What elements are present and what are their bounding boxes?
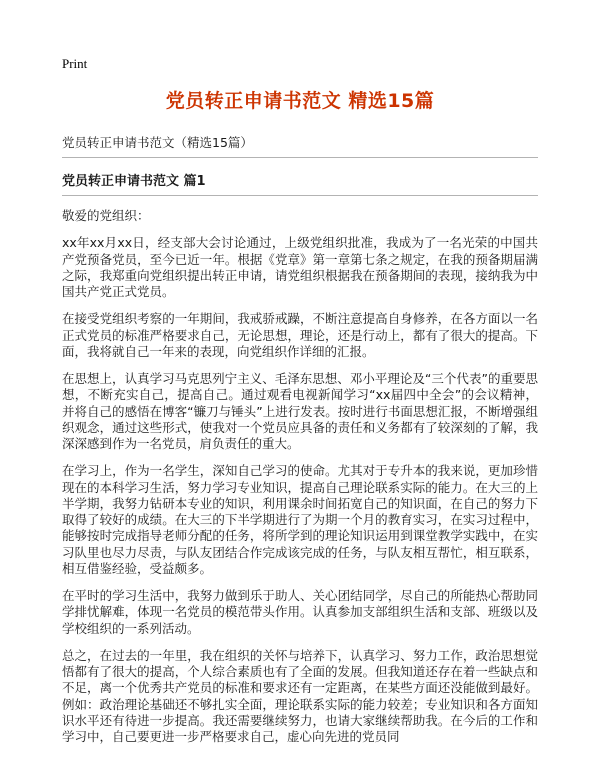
document-body <box>62 208 538 745</box>
paragraph-2: 在接受党组织考察的一年期间，我戒骄戒躁，不断注意提高自身修养，在各方面以一名正式党员的标准严格要求自己，无论思想，理论，还是行动上，都有了很大的提高。下面，我将就自己一年来的表现，向党组织作详细的汇报。 <box>62 311 538 359</box>
document-subtitle: 党员转正申请书范文（精选15篇） <box>62 135 253 150</box>
salutation: 敬爱的党组织： <box>62 208 150 223</box>
paragraph-5: 在平时的学习生活中，我努力做到乐于助人、关心团结同学，尽自己的所能热心帮助同学排忧解难，体现一名党员的模范带头作用。认真参加支部组织生活和支部、班级以及学校组织的一系列活动。 <box>62 588 538 636</box>
print-link[interactable]: Print <box>62 56 88 71</box>
paragraph-1: xx年xx月xx日，经支部大会讨论通过，上级党组织批准，我成为了一名光荣的中国共产党预备党员，至今已近一年。根据《党章》第一章第七条之规定，在我的预备期届满之际，我郑重向党组织提出转正申请，请党组织根据我在预备期间的表现，接纳我为中国共产党正式党员。 <box>62 235 538 299</box>
page-title: 党员转正申请书范文 精选15篇 <box>165 90 435 112</box>
divider-under-subtitle <box>62 157 538 158</box>
section-heading: 党员转正申请书范文 篇1 <box>62 174 206 189</box>
paragraph-6: 总之，在过去的一年里，我在组织的关怀与培养下，认真学习、努力工作，政治思想觉悟都有了很大的提高，个人综合素质也有了全面的发展。但我知道还存在着一些缺点和不足，离一个优秀共产党员的标准和要求还有一定距离，在某些方面还没能做到最好。例如：政治理论基础还不够扎实全面，理论联系实际的能力较差；专业知识和各方面知识水平还有待进一步提高。我还需要继续努力，也请大家继续帮助我。在今后的工作和学习中，自己要更进一步严格要求自己，虚心向先进的党员同 <box>62 647 538 744</box>
paragraph-4: 在学习上，作为一名学生，深知自己学习的使命。尤其对于专升本的我来说，更加珍惜现在的本科学习生活，努力学习专业知识，提高自己理论联系实际的能力。在大三的上半学期，我努力钻研本专业的知识，利用课余时间拓宽自己的知识面，在自己的努力下取得了较好的成绩。在大三的下半学期进行了为期一个月的教育实习，在实习过程中，能够按时完成指导老师分配的任务，将所学到的理论知识运用到课堂教学实践中，在实习队里也尽力尽责，与队友团结合作完成该完成的任务，与队友相互帮忙，相互联系，相互借鉴经验，受益颇多。 <box>62 463 538 576</box>
paragraph-3: 在思想上，认真学习马克思列宁主义、毛泽东思想、邓小平理论及“三个代表”的重要思想，不断充实自己，提高自己。通过观看电视新闻学习“xx届四中全会”的会议精神，并将自己的感悟在博客“镰刀与锤头”上进行发表。按时进行书面思想汇报，不断增强组织观念，通过这些形式，使我对一个党员应具备的责任和义务都有了较深刻的了解，我深深感到作为一名党员，肩负责任的重大。 <box>62 371 538 451</box>
divider-under-heading <box>62 195 538 196</box>
